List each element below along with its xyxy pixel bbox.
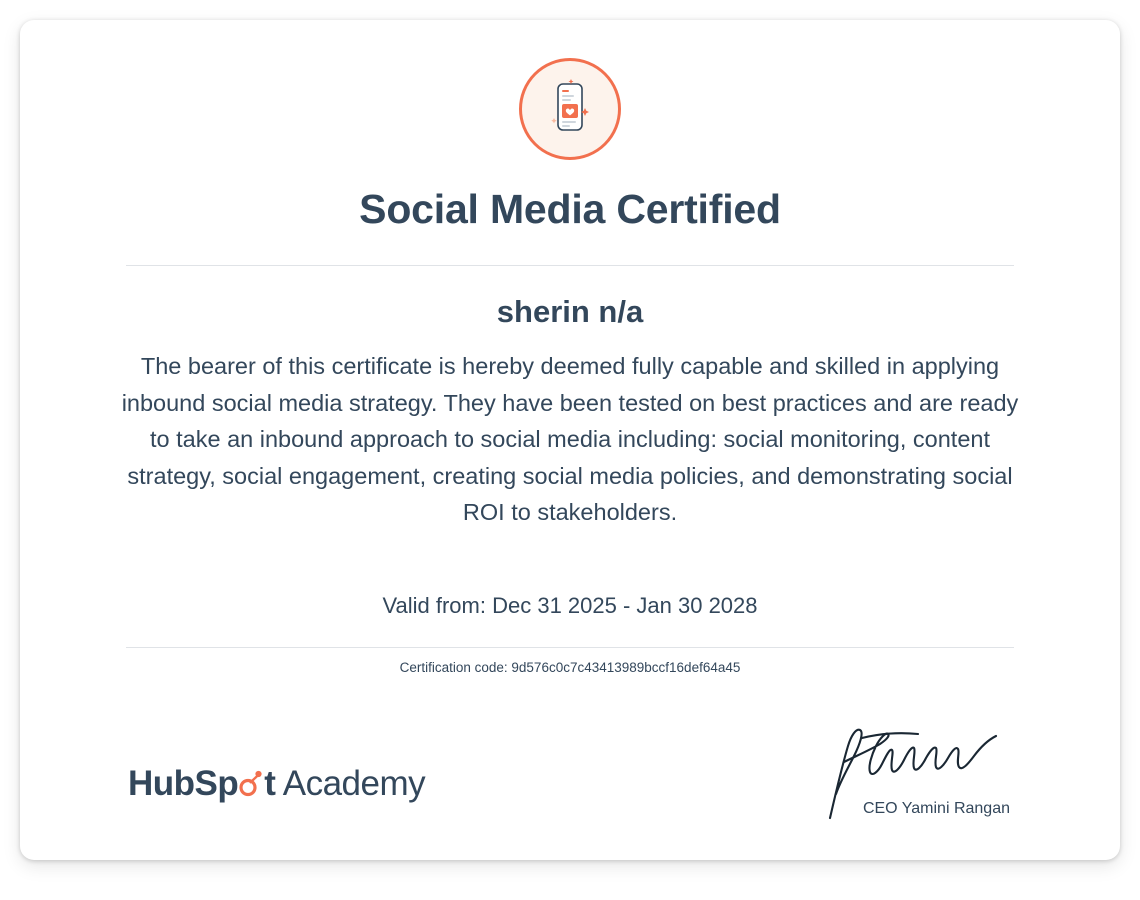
page-title: Social Media Certified xyxy=(359,186,781,232)
logo-hub-text: Hub xyxy=(128,764,195,803)
recipient-name: sherin n/a xyxy=(496,294,644,329)
signature-name: CEO Yamini Rangan xyxy=(862,800,1010,817)
logo-academy-text: Academy xyxy=(282,764,426,803)
certificate-card xyxy=(20,20,1120,860)
logo-spot-text: Sp xyxy=(194,764,239,803)
logo-sprocket-icon xyxy=(238,766,264,806)
divider-bottom xyxy=(126,647,1014,648)
mobile-social-badge-icon xyxy=(519,58,621,160)
divider-top xyxy=(126,265,1014,266)
validity-dates: Valid from: Dec 31 2025 - Jan 30 2028 xyxy=(382,592,758,618)
hubspot-academy-logo xyxy=(128,764,425,806)
signature-block xyxy=(822,722,1012,818)
logo-spot-tail-text: t xyxy=(264,764,276,803)
certificate-footer xyxy=(20,712,1120,822)
logo-text xyxy=(128,764,425,806)
certificate-description: The bearer of this certificate is hereby deemed fully capable and skilled in applying inbound social media strategy. They have been tested on best practices and are ready to take an inbound approach to social media including: social monitoring, content strategy, social engagement, creating social media policies, and demonstrating social ROI to stakeholders. xyxy=(121,353,1019,525)
certification-code: Certification code: 9d576c0c7c43413989bccf16def64a45 xyxy=(399,659,741,675)
